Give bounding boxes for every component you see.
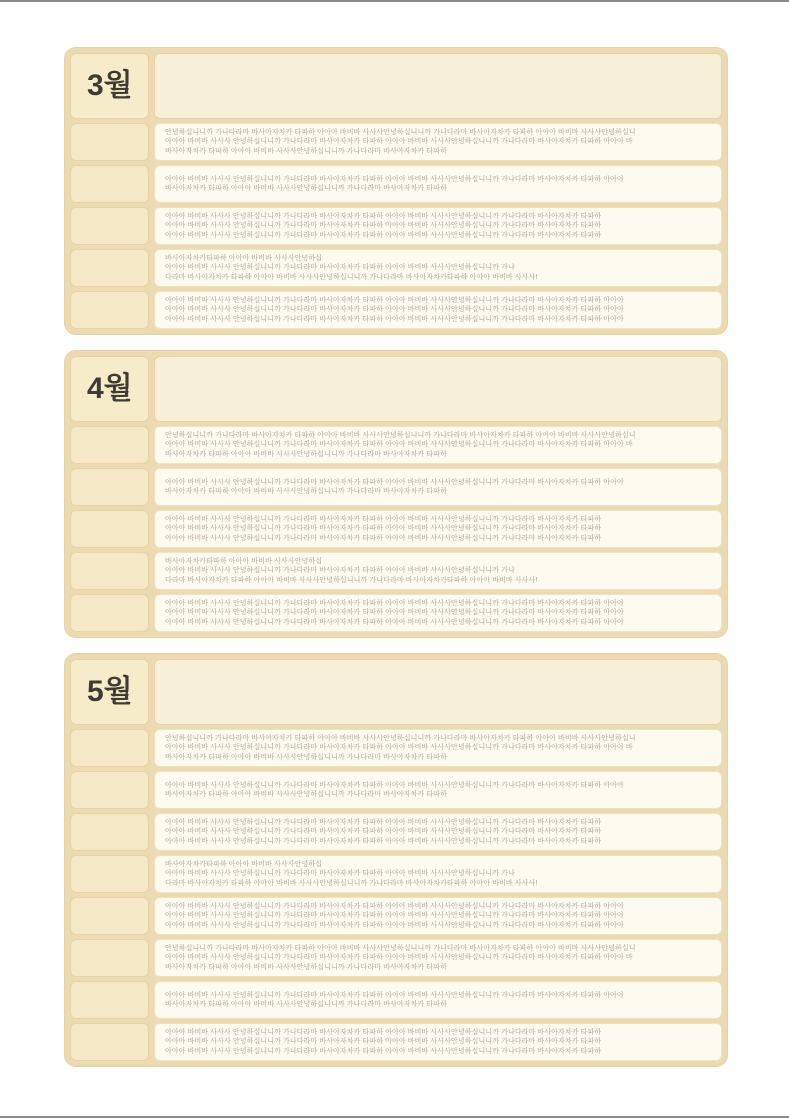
text-line: 아아아 바비바 사사사 안녕하십니니까 가나다라마 바사아자차카 타파하 아아아 바비바 사사사안녕하십니니까 가나다라마 바사아자차카 타파하 아아아 바 [165, 744, 633, 752]
text-line: 바사아자차카타파하 아아아 바비바 사사사안녕하십 [165, 557, 323, 565]
text-line: 바사아자차카 타파하 아아아 바비바 사사사안녕하십니니까 가나다라마 바사아자차카 타파하 [165, 753, 447, 761]
text-line: 아아아 바비바 사사사 안녕하십니니까 가나다라마 바사아자차카 타파하 아아아 바비바 사사사안녕하십니니까 가나다라마 바사아자차카 타파하 아아아 [165, 609, 624, 617]
text-line: 바사아자차카 타파하 아아아 바비바 사사사안녕하십니니까 가나다라마 바사아자차카 타파하 [165, 1001, 447, 1008]
table-row [70, 1023, 722, 1061]
month-header-content-cell[interactable] [154, 53, 722, 119]
text-line: 아아아 바비바 사사사 안녕하십니니까 가나다라마 바사아자차카 타파하 아아아 바비바 사사사안녕하십니니까 가나다라마 바사아자차카 타파하 [165, 837, 602, 845]
text-line: 다라마 바사아자차카 타파하 아아아 바비바 사사사안녕하십니니까 가나다라마 바사아자차카타파하 아아아 바비바 사사사! [165, 576, 538, 584]
text-line: 아아아 바비바 사사사 안녕하십니니까 가나다라마 바사아자차카 타파하 아아아 바비바 사사사안녕하십니니까 가나다라마 바사아자차카 타파하 아아아 [165, 296, 624, 304]
month-title: 3월 [87, 69, 133, 102]
month-title-cell[interactable] [70, 356, 149, 422]
text-line: 안녕하십니니까 가나다라마 바사아자차카 타파하 아아아 바비바 사사사안녕하십니니까 가나다라마 바사아자차카 타파하 아아아 바비바 사사사안녕하십니 [165, 944, 636, 952]
text-line: 아아아 바비바 사사사 안녕하십니니까 가나다라마 바사아자차카 타파하 아아아 바비바 사사사안녕하십니니까 가나다라마 바사아자차카 타파하 [165, 534, 602, 542]
row-label-cell[interactable] [70, 939, 149, 977]
text-line: 아아아 바비바 사사사 안녕하십니니까 가나다라마 바사아자차카 타파하 아아아 바비바 사사사안녕하십니니까 가나다라마 바사아자차카 타파하 아아아 [165, 781, 624, 789]
row-label-cell[interactable] [70, 249, 149, 287]
row-text-cell[interactable] [154, 207, 722, 245]
table-row [70, 897, 722, 935]
table-row [70, 729, 722, 767]
table-row [70, 249, 722, 287]
month-header-row [70, 356, 722, 422]
text-line: 바사아자차카타파하 아아아 바비바 사사사안녕하십 [165, 860, 323, 868]
text-line: 바사아자차카 타파하 아아아 바비바 사사사안녕하십니니까 가나다라마 바사아자차카 타파하 [165, 185, 447, 192]
text-line: 아아아 바비바 사사사 안녕하십니니까 가나다라마 바사아자차카 타파하 아아아 바비바 사사사안녕하십니니까 가나다라마 바사아자차카 타파하 아아아 [165, 315, 624, 323]
row-label-cell[interactable] [70, 855, 149, 893]
table-row [70, 123, 722, 161]
row-text-cell[interactable] [154, 813, 722, 851]
text-line: 안녕하십니니까 가나다라마 바사아자차카 타파하 아아아 바비바 사사사안녕하십니니까 가나다라마 바사아자차카 타파하 아아아 바비바 사사사안녕하십니 [165, 431, 636, 439]
text-line: 다라마 바사아자차카 타파하 아아아 바비바 사사사안녕하십니니까 가나다라마 바사아자차카타파하 아아아 바비바 사사사! [165, 273, 538, 281]
page-top-border [0, 0, 789, 2]
text-line: 아아아 바비바 사사사 안녕하십니니까 가나다라마 바사아자차카 타파하 아아아 바비바 사사사안녕하십니니까 가나다라마 바사아자차카 타파하 [165, 525, 602, 533]
month-title-cell[interactable] [70, 659, 149, 725]
month-header-row [70, 659, 722, 725]
text-line: 아아아 바비바 사사사 안녕하십니니까 가나다라마 바사아자차카 타파하 아아아 바비바 사사사안녕하십니니까 가나다라마 바사아자차카 타파하 [165, 1047, 602, 1055]
text-line: 아아아 바비바 사사사 안녕하십니니까 가나다라마 바사아자차카 타파하 아아아 바비바 사사사안녕하십니니까 가나다라마 바사아자차카 타파하 [165, 222, 602, 230]
text-line: 아아아 바비바 사사사 안녕하십니니까 가나다라마 바사아자차카 타파하 아아아 바비바 사사사안녕하십니니까 가나다라마 바사아자차카 타파하 [165, 515, 602, 523]
table-row [70, 426, 722, 464]
row-text-cell[interactable] [154, 165, 722, 203]
table-row [70, 939, 722, 977]
table-row [70, 552, 722, 590]
row-text-cell[interactable] [154, 981, 722, 1019]
month-table [64, 350, 728, 638]
month-title: 4월 [87, 372, 133, 405]
text-line: 다라마 바사아자차카 타파하 아아아 바비바 사사사안녕하십니니까 가나다라마 바사아자차카타파하 아아아 바비바 사사사! [165, 879, 538, 887]
document-body [64, 47, 728, 1067]
text-line: 아아아 바비바 사사사 안녕하십니니까 가나다라마 바사아자차카 타파하 아아아 바비바 사사사안녕하십니니까 가나다라마 바사아자차카 타파하 아아아 [165, 902, 624, 910]
text-line: 아아아 바비바 사사사 안녕하십니니까 가나다라마 바사아자차카 타파하 아아아 바비바 사사사안녕하십니니까 가나다라마 바사아자차카 타파하 아아아 바 [165, 954, 633, 962]
table-row [70, 468, 722, 506]
text-line: 바사아자차카 타파하 아아아 바비바 사사사안녕하십니니까 가나다라마 바사아자차카 타파하 [165, 488, 447, 495]
row-text-cell[interactable] [154, 291, 722, 329]
table-row [70, 510, 722, 548]
text-line: 아아아 바비바 사사사 안녕하십니니까 가나다라마 바사아자차카 타파하 아아아 바비바 사사사안녕하십니니까 가나다라마 바사아자차카 타파하 아아아 [165, 306, 624, 314]
text-line: 아아아 바비바 사사사 안녕하십니니까 가나다라마 바사아자차카 타파하 아아아 바비바 사사사안녕하십니니까 가나다라마 바사아자차카 타파하 아아아 바 [165, 138, 633, 146]
table-row [70, 771, 722, 809]
row-label-cell[interactable] [70, 813, 149, 851]
row-label-cell[interactable] [70, 426, 149, 464]
page-bottom-border [0, 1116, 789, 1118]
row-label-cell[interactable] [70, 594, 149, 632]
row-text-cell[interactable] [154, 855, 722, 893]
row-label-cell[interactable] [70, 771, 149, 809]
row-text-cell[interactable] [154, 552, 722, 590]
table-row [70, 981, 722, 1019]
month-table [64, 653, 728, 1067]
text-line: 아아아 바비바 사사사 안녕하십니니까 가나다라마 바사아자차카 타파하 아아아 바비바 사사사안녕하십니니까 가나 [165, 264, 515, 272]
text-line: 바사아자차카 타파하 아아아 바비바 사사사안녕하십니니까 가나다라마 바사아자차카 타파하 [165, 791, 447, 798]
month-table [64, 47, 728, 335]
row-label-cell[interactable] [70, 165, 149, 203]
text-line: 안녕하십니니까 가나다라마 바사아자차카 타파하 아아아 바비바 사사사안녕하십니니까 가나다라마 바사아자차카 타파하 아아아 바비바 사사사안녕하십니 [165, 734, 636, 742]
row-label-cell[interactable] [70, 123, 149, 161]
row-text-cell[interactable] [154, 729, 722, 767]
text-line: 아아아 바비바 사사사 안녕하십니니까 가나다라마 바사아자차카 타파하 아아아 바비바 사사사안녕하십니니까 가나다라마 바사아자차카 타파하 [165, 828, 602, 836]
text-line: 아아아 바비바 사사사 안녕하십니니까 가나다라마 바사아자차카 타파하 아아아 바비바 사사사안녕하십니니까 가나다라마 바사아자차카 타파하 아아아 바 [165, 441, 633, 449]
row-text-cell[interactable] [154, 939, 722, 977]
table-row [70, 813, 722, 851]
text-line: 아아아 바비바 사사사 안녕하십니니까 가나다라마 바사아자차카 타파하 아아아 바비바 사사사안녕하십니니까 가나다라마 바사아자차카 타파하 아아아 [165, 991, 624, 999]
row-label-cell[interactable] [70, 897, 149, 935]
text-line: 바사아자차카 타파하 아아아 바비바 사사사안녕하십니니까 가나다라마 바사아자차카 타파하 [165, 963, 447, 971]
text-line: 아아아 바비바 사사사 안녕하십니니까 가나다라마 바사아자차카 타파하 아아아 바비바 사사사안녕하십니니까 가나 [165, 870, 515, 878]
row-label-cell[interactable] [70, 981, 149, 1019]
text-line: 아아아 바비바 사사사 안녕하십니니까 가나다라마 바사아자차카 타파하 아아아 바비바 사사사안녕하십니니까 가나 [165, 567, 515, 575]
text-line: 바사아자차카타파하 아아아 바비바 사사사안녕하십 [165, 254, 323, 262]
text-line: 아아아 바비바 사사사 안녕하십니니까 가나다라마 바사아자차카 타파하 아아아 바비바 사사사안녕하십니니까 가나다라마 바사아자차카 타파하 아아아 [165, 618, 624, 626]
row-text-cell[interactable] [154, 468, 722, 506]
text-line: 아아아 바비바 사사사 안녕하십니니까 가나다라마 바사아자차카 타파하 아아아 바비바 사사사안녕하십니니까 가나다라마 바사아자차카 타파하 [165, 1038, 602, 1046]
table-row [70, 165, 722, 203]
text-line: 아아아 바비바 사사사 안녕하십니니까 가나다라마 바사아자차카 타파하 아아아 바비바 사사사안녕하십니니까 가나다라마 바사아자차카 타파하 [165, 1028, 602, 1036]
row-text-cell[interactable] [154, 510, 722, 548]
text-line: 아아아 바비바 사사사 안녕하십니니까 가나다라마 바사아자차카 타파하 아아아 바비바 사사사안녕하십니니까 가나다라마 바사아자차카 타파하 [165, 212, 602, 220]
text-line: 바사아자차카 타파하 아아아 바비바 사사사안녕하십니니까 가나다라마 바사아자차카 타파하 [165, 147, 447, 155]
text-line: 아아아 바비바 사사사 안녕하십니니까 가나다라마 바사아자차카 타파하 아아아 바비바 사사사안녕하십니니까 가나다라마 바사아자차카 타파하 아아아 [165, 921, 624, 929]
text-line: 아아아 바비바 사사사 안녕하십니니까 가나다라마 바사아자차카 타파하 아아아 바비바 사사사안녕하십니니까 가나다라마 바사아자차카 타파하 [165, 231, 602, 239]
month-header-row [70, 53, 722, 119]
row-label-cell[interactable] [70, 552, 149, 590]
row-text-cell[interactable] [154, 249, 722, 287]
row-text-cell[interactable] [154, 771, 722, 809]
row-label-cell[interactable] [70, 510, 149, 548]
text-line: 아아아 바비바 사사사 안녕하십니니까 가나다라마 바사아자차카 타파하 아아아 바비바 사사사안녕하십니니까 가나다라마 바사아자차카 타파하 아아아 [165, 599, 624, 607]
text-line: 바사아자차카 타파하 아아아 바비바 사사사안녕하십니니까 가나다라마 바사아자차카 타파하 [165, 450, 447, 458]
row-text-cell[interactable] [154, 426, 722, 464]
text-line: 아아아 바비바 사사사 안녕하십니니까 가나다라마 바사아자차카 타파하 아아아 바비바 사사사안녕하십니니까 가나다라마 바사아자차카 타파하 아아아 [165, 175, 624, 183]
month-header-content-cell[interactable] [154, 356, 722, 422]
text-line: 아아아 바비바 사사사 안녕하십니니까 가나다라마 바사아자차카 타파하 아아아 바비바 사사사안녕하십니니까 가나다라마 바사아자차카 타파하 [165, 818, 602, 826]
row-label-cell[interactable] [70, 291, 149, 329]
row-text-cell[interactable] [154, 594, 722, 632]
table-row [70, 594, 722, 632]
row-label-cell[interactable] [70, 468, 149, 506]
row-label-cell[interactable] [70, 207, 149, 245]
row-label-cell[interactable] [70, 1023, 149, 1061]
row-label-cell[interactable] [70, 729, 149, 767]
month-title-cell[interactable] [70, 53, 149, 119]
table-row [70, 207, 722, 245]
row-text-cell[interactable] [154, 1023, 722, 1061]
text-line: 아아아 바비바 사사사 안녕하십니니까 가나다라마 바사아자차카 타파하 아아아 바비바 사사사안녕하십니니까 가나다라마 바사아자차카 타파하 아아아 [165, 478, 624, 486]
text-line: 안녕하십니니까 가나다라마 바사아자차카 타파하 아아아 바비바 사사사안녕하십니니까 가나다라마 바사아자차카 타파하 아아아 바비바 사사사안녕하십니 [165, 128, 636, 136]
month-header-content-cell[interactable] [154, 659, 722, 725]
row-text-cell[interactable] [154, 897, 722, 935]
table-row [70, 291, 722, 329]
table-row [70, 855, 722, 893]
row-text-cell[interactable] [154, 123, 722, 161]
text-line: 아아아 바비바 사사사 안녕하십니니까 가나다라마 바사아자차카 타파하 아아아 바비바 사사사안녕하십니니까 가나다라마 바사아자차카 타파하 아아아 [165, 912, 624, 920]
month-title: 5월 [87, 675, 133, 708]
